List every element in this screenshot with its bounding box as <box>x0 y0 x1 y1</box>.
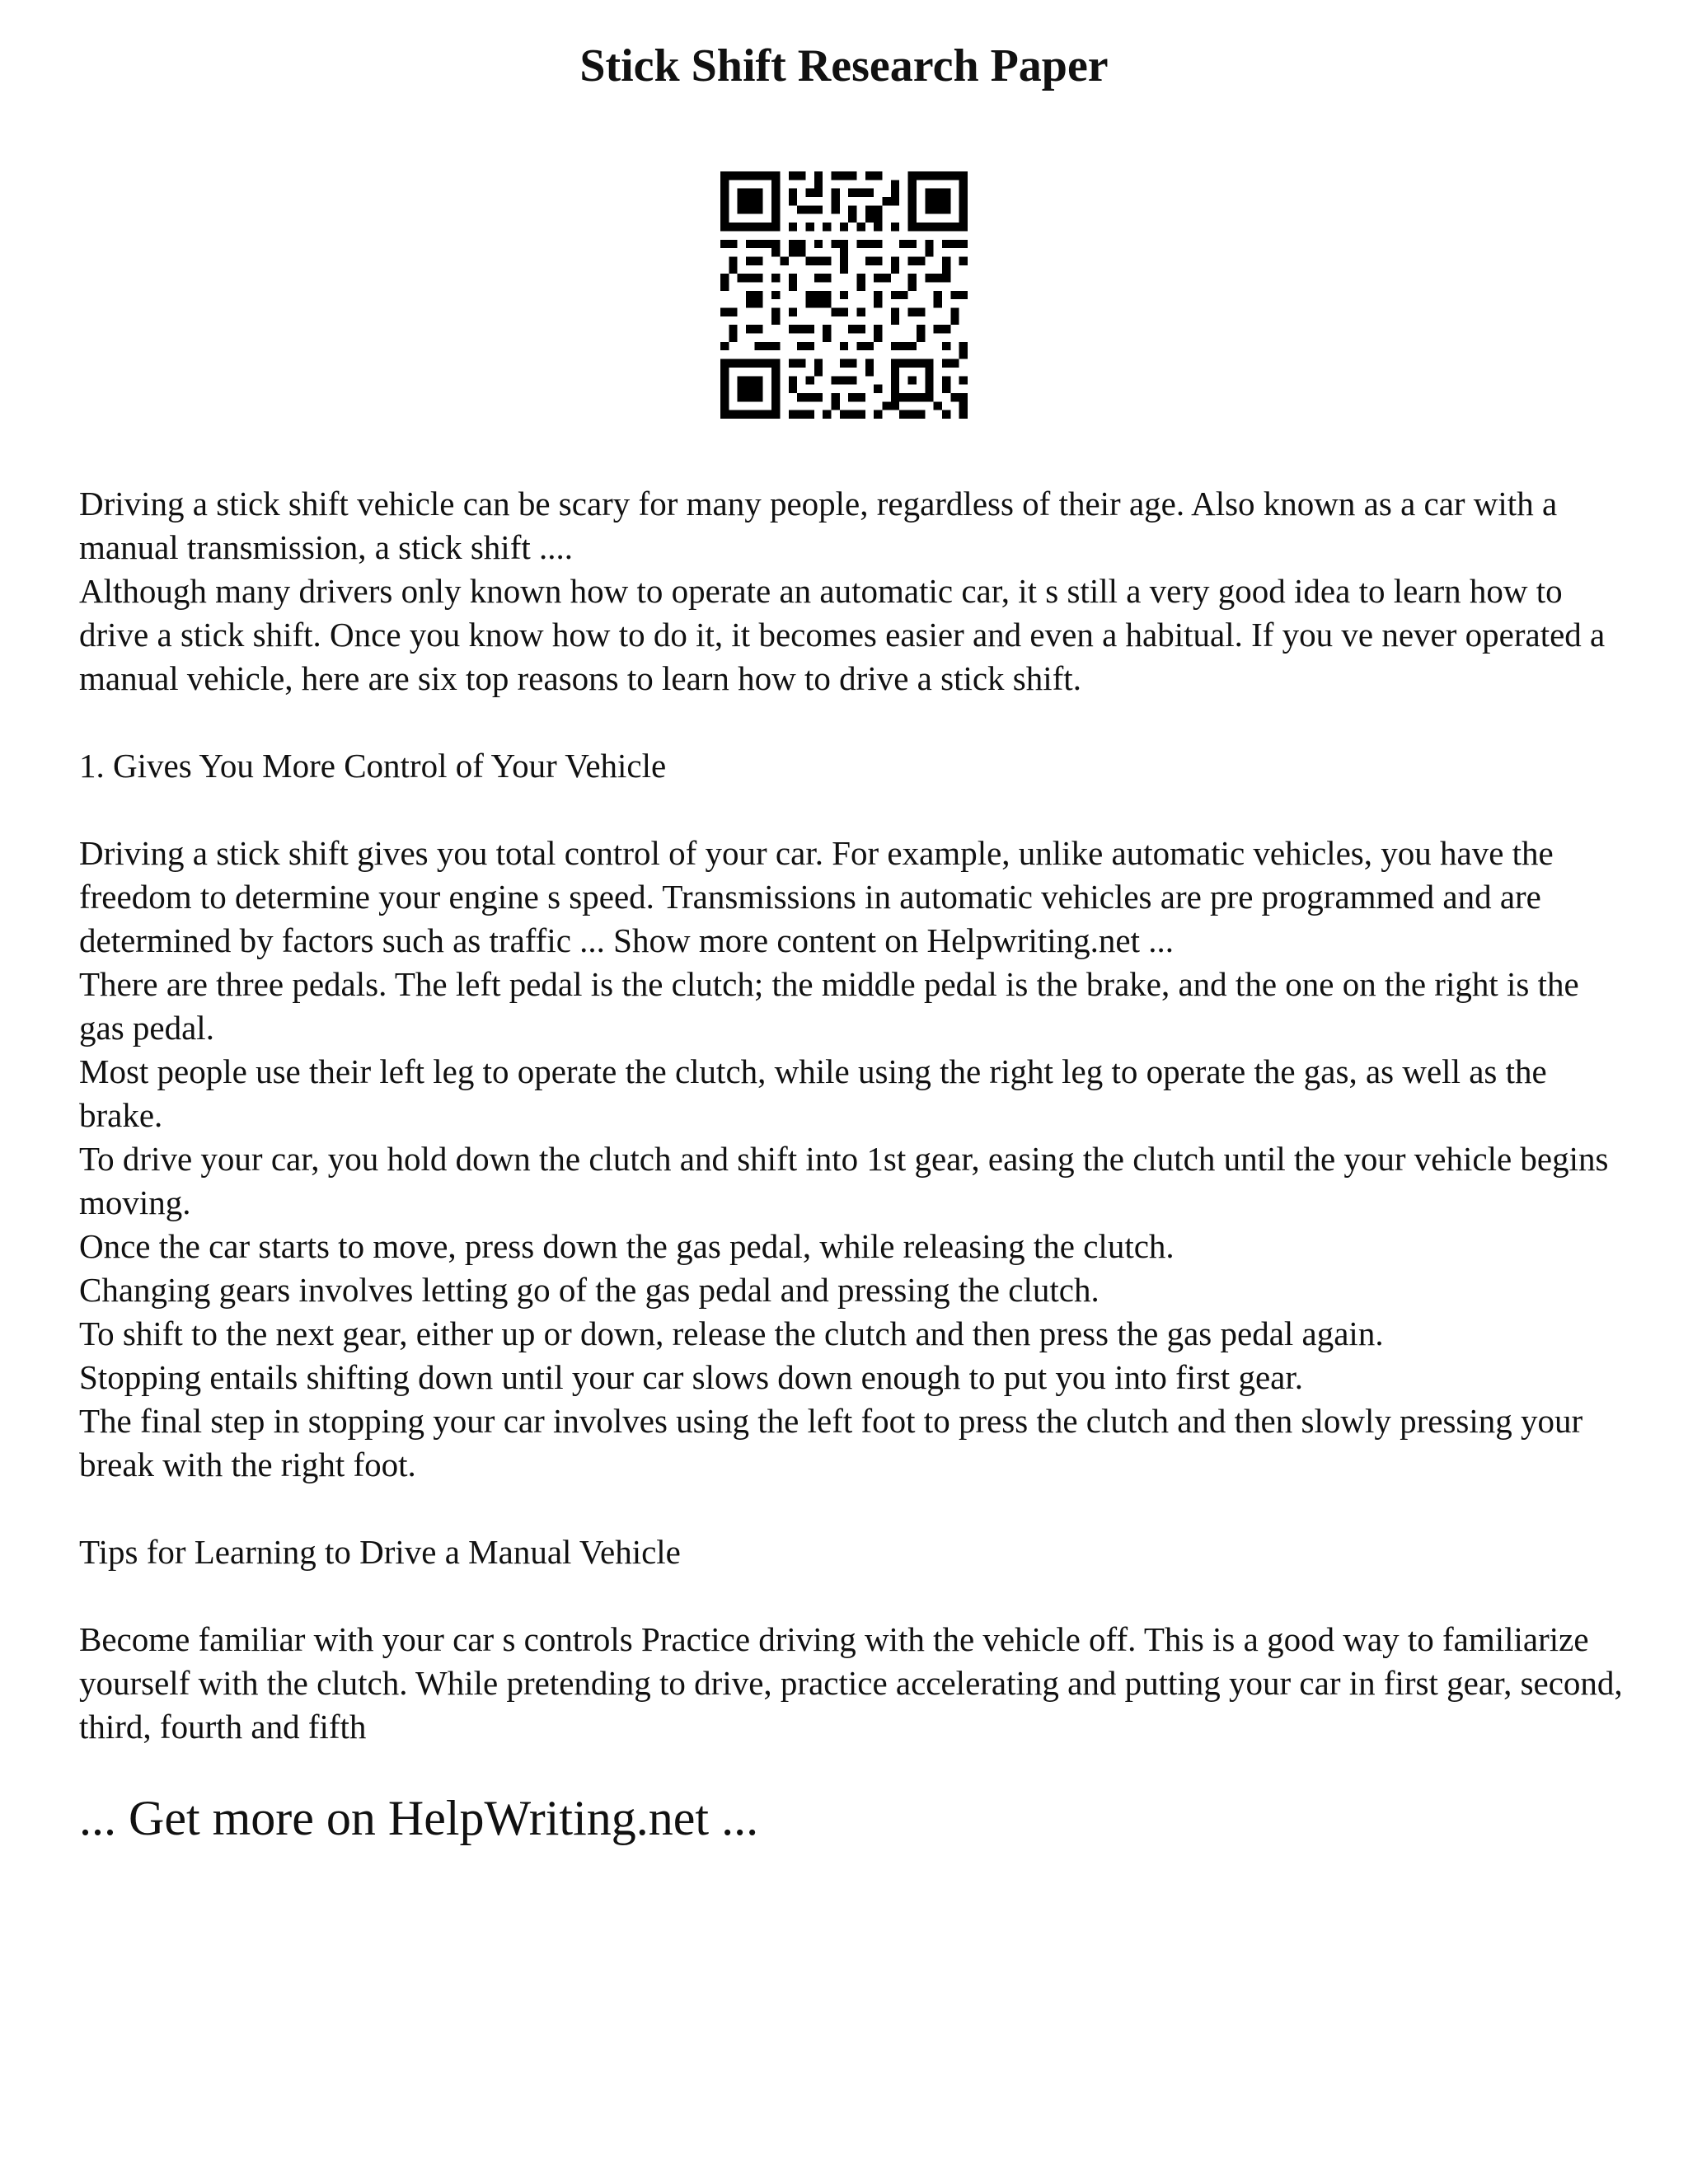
paragraph-reasons: Although many drivers only known how to operate an automatic car, it s still a very good idea to learn how to drive a stick shift. Once you know how to do it, it becomes easier and even a habitual. If you ve never operated a manual vehicle, here are six top reasons to learn how to drive a stick shift. <box>79 572 1606 697</box>
paragraph-spacer <box>79 1574 1629 1618</box>
section-heading-control: 1. Gives You More Control of Your Vehicle <box>79 747 667 785</box>
paragraph-tips: Become familiar with your car s controls Practice driving with the vehicle off. This is a good way to familiarize yourself with the clutch. While pretending to drive, practice accelerating and putting your car in first gear, second, third, fourth and fifth <box>79 1620 1623 1746</box>
paragraph-pedals: There are three pedals. The left pedal is the clutch; the middle pedal is the brake, and the one on the right is the gas pedal. <box>79 965 1579 1047</box>
page-title: Stick Shift Research Paper <box>579 40 1109 91</box>
paragraph-spacer <box>79 1487 1629 1530</box>
paragraph-first-gear: To drive your car, you hold down the clutch and shift into 1st gear, easing the clutch until the your vehicle begins moving. <box>79 1140 1609 1221</box>
paragraph-final-step: The final step in stopping your car involves using the left foot to press the clutch and then slowly pressing your break with the right foot. <box>79 1402 1583 1483</box>
paragraph-legs: Most people use their left leg to operate the clutch, while using the right leg to operate the gas, as well as the brake. <box>79 1052 1547 1134</box>
call-to-action: ... Get more on HelpWriting.net ... <box>79 1791 759 1845</box>
section-heading-tips: Tips for Learning to Drive a Manual Vehicle <box>79 1533 681 1571</box>
paragraph-changing-gears: Changing gears involves letting go of the gas pedal and pressing the clutch. <box>79 1271 1100 1309</box>
paragraph-control: Driving a stick shift gives you total control of your car. For example, unlike automatic vehicles, you have the freedom to determine your engine s speed. Transmissions in automatic vehicles are pre programmed and are determined by factors such as traffic ... Show more content on Helpwriting.net ... <box>79 834 1554 959</box>
paragraph-next-gear: To shift to the next gear, either up or down, release the clutch and then press the gas pedal again. <box>79 1315 1384 1352</box>
qr-code-graphic <box>720 171 968 419</box>
paragraph-stopping: Stopping entails shifting down until your car slows down enough to put you into first gear. <box>79 1358 1303 1396</box>
paragraph-intro: Driving a stick shift vehicle can be scary for many people, regardless of their age. Also known as a car with a manual transmission, a stick shift .... <box>79 485 1558 566</box>
paragraph-spacer <box>79 788 1629 832</box>
qr-code-icon <box>720 171 968 419</box>
article-body <box>79 482 1629 1749</box>
paragraph-spacer <box>79 701 1629 744</box>
paragraph-start-moving: Once the car starts to move, press down the gas pedal, while releasing the clutch. <box>79 1227 1175 1265</box>
